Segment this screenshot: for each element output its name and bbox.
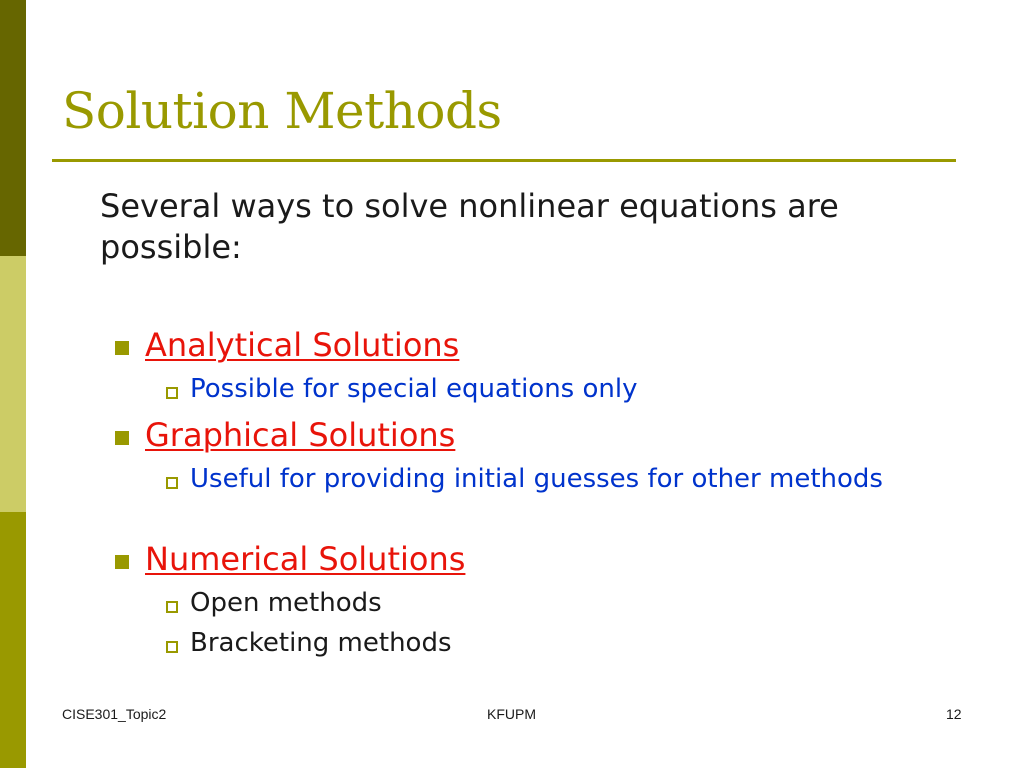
sub-item-text: Possible for special equations only [190, 374, 638, 404]
bullet-square-icon [115, 431, 129, 445]
footer-institution: KFUPM [487, 706, 536, 722]
footer-course-label: CISE301_Topic2 [62, 706, 167, 722]
slide-title: Solution Methods [62, 82, 502, 140]
footer-page-number: 12 [946, 706, 962, 722]
sub-item-text: Bracketing methods [190, 628, 452, 658]
bullet-square-icon [115, 341, 129, 355]
sidebar-segment-olive [0, 512, 26, 768]
intro-text: Several ways to solve nonlinear equations are possible: [100, 187, 839, 266]
sub-item-text: Useful for providing initial guesses for other methods [190, 464, 883, 494]
analytical-solutions-link[interactable]: Analytical Solutions [145, 326, 460, 364]
bullet-hollow-square-icon [166, 387, 178, 399]
sidebar-segment-light [0, 256, 26, 512]
bullet-hollow-square-icon [166, 601, 178, 613]
sidebar-segment-dark [0, 0, 26, 256]
numerical-solutions-link[interactable]: Numerical Solutions [145, 540, 466, 578]
bullet-hollow-square-icon [166, 477, 178, 489]
bullet-square-icon [115, 555, 129, 569]
title-divider [52, 159, 956, 162]
bullet-hollow-square-icon [166, 641, 178, 653]
sidebar-decoration [0, 0, 26, 768]
graphical-solutions-link[interactable]: Graphical Solutions [145, 416, 456, 454]
sub-item-text: Open methods [190, 588, 382, 618]
